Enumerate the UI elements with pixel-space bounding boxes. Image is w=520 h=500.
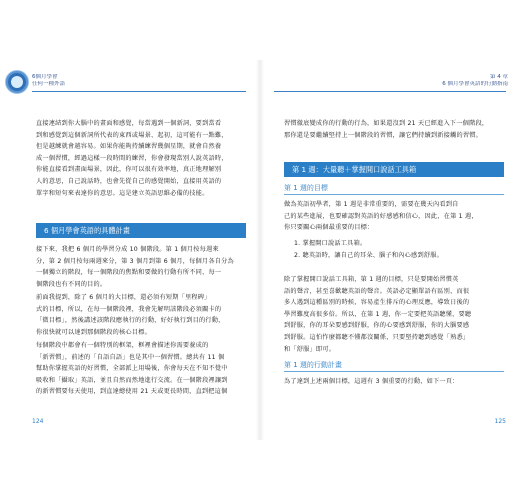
text-line: 和「舒服」即可。 <box>284 345 336 353</box>
left-paragraph-4 <box>36 340 244 398</box>
header-rule <box>32 91 246 92</box>
text-line: 多人遇到這種區別的時候，容易產生排斥的心理反應，導致日後的 <box>284 299 470 307</box>
right-paragraph-1 <box>284 118 502 141</box>
text-line: 每個階段中都會有一個特別的框架，框裡會描述你需要養成的 <box>36 342 209 349</box>
text-line: 為了達到上述兩個目標，這週有 3 個重要的行動，如下一頁： <box>284 378 459 385</box>
list-item: 1. 掌握開口說話工具箱。 <box>294 240 367 247</box>
section-title: 第 1 週的目標 <box>284 184 328 192</box>
text-line: 成一個習慣，經過這樣一段時間的練習，你會發現當別人說英語時， <box>36 154 228 162</box>
text-line: 接下來，我把 6 個月的學習分成 10 個階段。第 1 個月按每週來 <box>36 246 219 253</box>
text-line: 人的意思，自己說話時，也會先從自己的感覺開始，直接用英語的 <box>36 177 222 185</box>
right-paragraph-2 <box>284 199 502 234</box>
right-paragraph-3 <box>284 274 502 355</box>
text-line: 除了掌握開口說話工具箱，第 1 週的目標，只是要開始習慣英 <box>284 276 459 283</box>
text-line: 的新習慣要每天使用，到直達總使用 21 天或更長時間，直到把這個 <box>36 388 228 396</box>
text-line: 你能直接看到畫面場景，因此，你可以很有效率地，真正地理解別 <box>36 166 222 174</box>
text-line: 分，第 2 個月按每兩週來分，第 3 個月到第 6 個月，每個月各自分為 <box>36 257 234 265</box>
list-item: 2. 聽英語時，讓自己的耳朵、腦子和內心感到舒服。 <box>294 251 443 259</box>
text-line: 做為英語初學者，第 1 週是非常重要的，需要在幾天內看到自 <box>284 201 459 208</box>
text-line: 吸收和「攝取」英語，並且自然而然地進行交流。在一個階段裡讓到 <box>36 376 228 384</box>
text-line: 你很快就可以達到那個階段的核心目標。 <box>36 328 151 336</box>
section-rule <box>284 371 504 372</box>
text-line: 「微目標」，然後講述該階段應執行的行動，好好執行到目的行動， <box>36 317 225 325</box>
text-line: 語的聲音，甚至喜歡聽英語的聲音。英語必定顯單語有區別，而很 <box>284 287 470 295</box>
text-line: 單字和短句來表達你的意思。這是建立英語思維必備的技能。 <box>36 189 209 197</box>
text-line: 個階段也有不同的目的。 <box>36 280 107 288</box>
text-line: 一個獨立的階段，每一個階段的焦點和要做的行動有所不同，每一 <box>36 269 222 277</box>
running-head-line: 6 個月學會英語的行動指南 <box>442 81 508 87</box>
text-line: 「新習慣」，前述的「自語自語」也是其中一個習慣。總共有 11 個 <box>36 353 225 361</box>
right-paragraph-4 <box>284 376 502 388</box>
page-number: 124 <box>32 418 44 425</box>
book-logo-icon <box>5 70 29 94</box>
text-line: 幫助你掌握英語的好習慣，全部派上用場後，你會每天在不知不覺中 <box>36 365 228 373</box>
text-line: 但是越練就會越容易。如果你能夠持續練習幾個星期，就會自然養 <box>36 143 222 151</box>
left-paragraph-3 <box>36 292 244 338</box>
text-line: 學習難度高很多倍。所以，在第 1 週，你一定要把英語聽懂，要聽 <box>284 310 472 318</box>
goal-list <box>294 238 502 261</box>
section-banner: 6 個月學會英語的具體計畫 <box>36 223 246 238</box>
text-line: 直接連結到你大腦中的畫面和感覺，每當遇到一個新詞，要到當看 <box>36 120 222 127</box>
left-paragraph-1 <box>36 118 244 199</box>
right-running-head <box>442 74 508 88</box>
text-line: 到和感覺到這個新詞所代表的東西或場景、起初，這可能有一點難， <box>36 131 228 139</box>
right-page <box>260 0 520 500</box>
page-number: 125 <box>494 418 506 425</box>
text-line: 那你還是要繼續堅持上一個階段的習慣，讓它們持續到新接觸的習慣。 <box>284 131 483 139</box>
text-line: 你只要關心兩個最重要的目標： <box>284 224 374 232</box>
text-line: 式的目標，所以，在每一個階段裡，我會先解明該階段必須關卡的 <box>36 305 222 313</box>
section-title: 第 1 週的行動計畫 <box>284 361 342 369</box>
text-line: 己的某些進展，也要確認對英語的好感感和信心，因此，在第 1 週， <box>284 212 478 220</box>
text-line: 到舒服，你的耳朵要感到舒服，你的心要感到舒服，你的大腦要感 <box>284 322 470 330</box>
text-line: 前面我提到，除了 6 個月的大目標，還必須有短期「里程碑」 <box>36 294 211 301</box>
running-head-line: 任何一種外語 <box>32 81 66 87</box>
running-head-line: 6個月學會 <box>32 74 58 80</box>
section-banner: 第 1 週：大量聽＋掌握開口說話工具箱 <box>284 162 504 177</box>
left-running-head <box>32 74 65 88</box>
left-paragraph-2 <box>36 244 244 290</box>
text-line: 習慣徹底變成你的行動的行為，如果還沒到 21 天已經進入下一個階段， <box>284 120 489 127</box>
section-rule <box>284 194 504 195</box>
text-line: 到舒服。這怕怍麼都聽不懂都沒關係，只要堅持聽到感覺「熟悉」 <box>284 333 470 341</box>
header-rule <box>274 91 506 92</box>
running-head-line: 第 4 章 <box>490 74 508 80</box>
